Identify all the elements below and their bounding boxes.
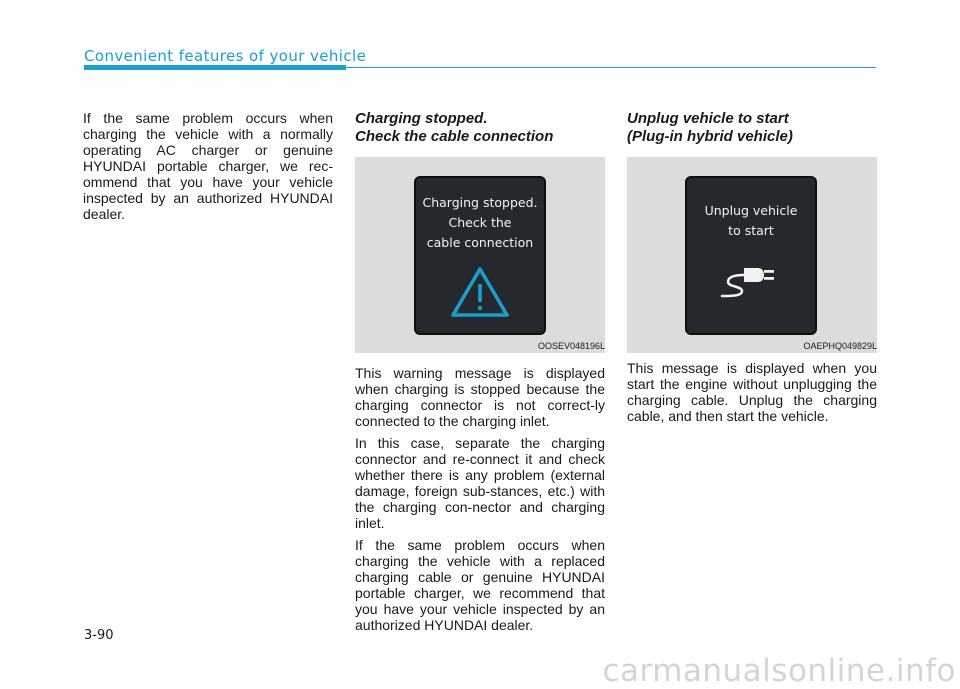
figure-code-2: OAEPHQ049829L [803, 341, 877, 351]
charging-plug-icon [716, 255, 786, 299]
figure-charging-stopped [355, 157, 605, 353]
heading-line-2: Check the cable connection [355, 128, 554, 145]
screen-line-1: Charging stopped. [422, 195, 538, 210]
screen-line-2: to start [728, 223, 774, 238]
heading-line-1: Charging stopped. [355, 110, 488, 127]
cluster-display [685, 176, 817, 335]
warning-triangle-icon [449, 265, 511, 319]
column3-paragraph: This message is displayed when you start the engine without unplugging the charging cable. Unplug the charging cable, and then start the vehicle. [627, 360, 877, 424]
screen-line-3: cable connection [426, 235, 534, 250]
page-number: 3-90 [84, 628, 114, 643]
heading-line-1: Unplug vehicle to start [627, 110, 789, 127]
screen-line-1: Unplug vehicle [704, 203, 798, 218]
screen-line-2: Check the [448, 215, 512, 230]
heading-line-2: (Plug-in hybrid vehicle) [627, 128, 793, 145]
column-2-body [355, 365, 605, 639]
column-3 [627, 110, 877, 146]
column-2 [355, 110, 605, 146]
unplug-heading [627, 110, 877, 146]
column-3-body [627, 360, 877, 430]
column2-paragraph-1: This warning message is displayed when charging is stopped because the charging connector is not correct-ly connected to the charging inlet. [355, 365, 605, 429]
watermark: carmanualsonline.info [602, 653, 956, 689]
figure-unplug-vehicle [627, 157, 877, 353]
column2-paragraph-3: If the same problem occurs when charging the vehicle with a replaced charging cable or genuine HYUNDAI portable charger, we recommend that you have your vehicle inspected by an authorized HYUNDAI dealer. [355, 537, 605, 633]
cluster-display [414, 176, 546, 335]
charging-stopped-heading [355, 110, 605, 146]
column-1 [83, 110, 333, 228]
header-rule-thick [84, 65, 346, 70]
header-rule-thin [346, 67, 876, 68]
column2-paragraph-2: In this case, separate the charging connector and re-connect it and check whether there is any problem (external damage, foreign sub-stances, etc.) with the charging con-nector and charging inlet. [355, 435, 605, 531]
section-title: Convenient features of your vehicle [84, 47, 367, 65]
column1-paragraph: If the same problem occurs when charging the vehicle with a normally operating AC charger or genuine HYUNDAI portable charger, we rec-ommend that you have your vehicle inspected by an authorized HYUNDAI dealer. [83, 110, 333, 222]
figure-code-1: OOSEV048196L [537, 341, 605, 351]
